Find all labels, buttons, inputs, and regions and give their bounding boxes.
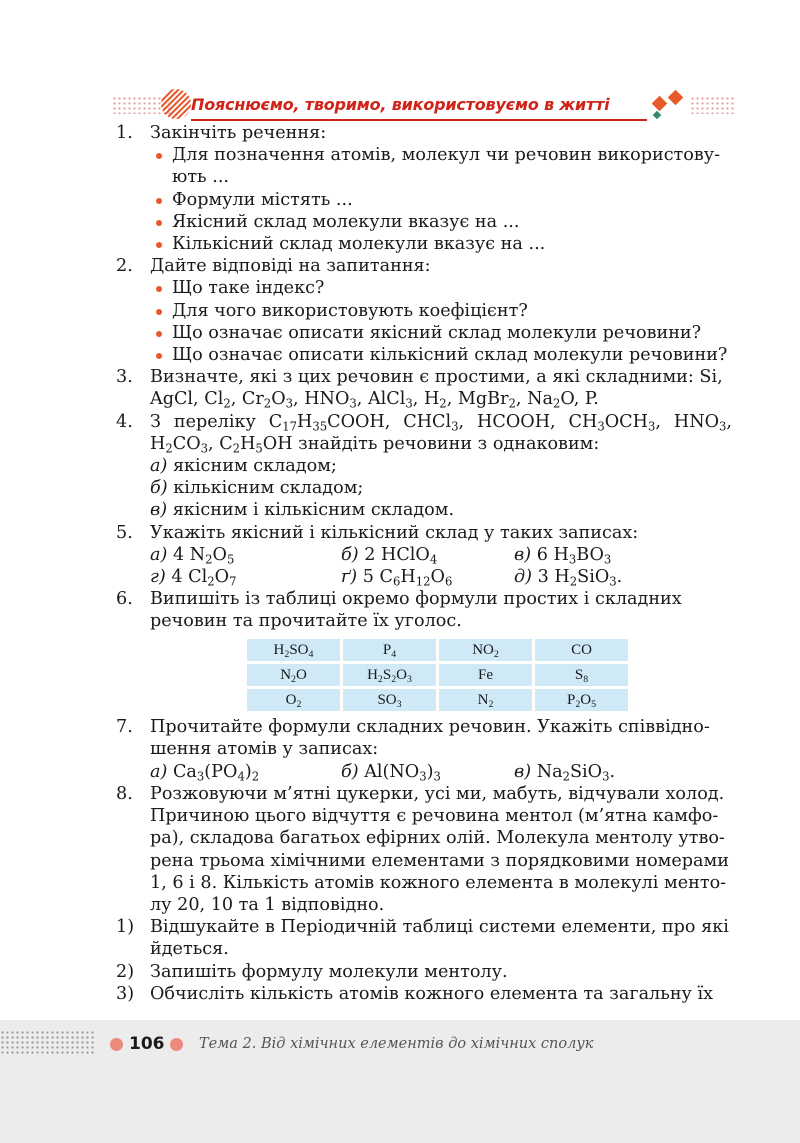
formula-item: а) 4 $N_2O_5$ [150, 544, 235, 567]
table-cell: $NO_2$ [439, 639, 532, 661]
table-cell: $P_4$ [343, 639, 436, 661]
paragraph-line: рена трьома хімічними елементами з порядковими номерами [150, 850, 729, 871]
page-number-dot-right [170, 1038, 183, 1051]
page-number-dot-left [110, 1038, 123, 1051]
table-cell: $P_2O_5$ [535, 689, 628, 711]
question-text-cont: речовин та прочитайте їх уголос. [150, 611, 462, 632]
list-item: Кількісний склад молекули вказує на ... [150, 233, 732, 255]
subtask-text: Відшукайте в Періодичній таблиці системи елементи, про які [150, 917, 729, 938]
question-4 [116, 411, 732, 522]
option-c: в) якісним і кількісним складом. [150, 500, 455, 521]
list-item [150, 144, 732, 188]
question-8 [116, 783, 732, 916]
table-cell: $H_2SO_4$ [247, 639, 340, 661]
question-3 [116, 366, 732, 410]
table-cell: $H_2S_2O_3$ [343, 664, 436, 686]
footer-topic: Тема 2. Від хімічних елементів до хімічних сполук [199, 1036, 594, 1052]
question-number: 5. [116, 522, 133, 543]
question-text-cont: шення атомів у записах: [150, 739, 379, 760]
subtask-number: 2) [116, 961, 135, 982]
subtask-number: 3) [116, 983, 135, 1004]
question-number: 3. [116, 367, 133, 388]
table-cell: $SO_3$ [343, 689, 436, 711]
paragraph-line: лу 20, 10 та 1 відповідно. [150, 894, 385, 915]
page-number: 106 [129, 1034, 165, 1054]
question-text: Закінчіть речення: [150, 123, 327, 143]
question-text-cont: $H_2CO_3$, $C_2H_5OH$ знайдіть речовини з однаковим: [150, 433, 600, 456]
subtask-2 [116, 961, 732, 983]
table-cell: $N_2$ [439, 689, 532, 711]
subtask-3 [116, 983, 732, 1005]
table-row [247, 689, 628, 711]
formula-item: ґ) 5 $C_6H_{12}O_6$ [341, 567, 453, 589]
list-item: Якісний склад молекули вказує на ... [150, 211, 732, 233]
question-number: 1. [116, 123, 133, 143]
option-a: а) якісним складом; [150, 456, 337, 477]
question-1 [116, 122, 732, 255]
table-row [247, 639, 628, 661]
paragraph-line: Розжовуючи м’ятні цукерки, усі ми, мабуть, відчували холод. [150, 783, 725, 804]
paragraph-line: 1, 6 і 8. Кількість атомів кожного елемента в молекулі менто- [150, 872, 727, 893]
subtask-text: Обчисліть кількість атомів кожного елемента та загальну їх [150, 983, 714, 1004]
formula-item: б) $Al(NO_3)_3$ [341, 761, 441, 783]
question-2 [116, 255, 732, 366]
table-cell: Fe [439, 664, 532, 686]
header-dots-right [690, 96, 736, 114]
formula-item: б) 2 HClO$_4$ [341, 544, 438, 567]
formula-row [150, 566, 732, 588]
question-6 [116, 588, 732, 632]
paragraph-line: ра), складова багатьох ефірних олій. Молекула ментолу утво- [150, 828, 725, 849]
question-text: Прочитайте формули складних речовин. Укажіть співвідно- [150, 717, 710, 738]
table-cell: $N_2O$ [247, 664, 340, 686]
subtask-number: 1) [116, 917, 135, 938]
section-title-underline [191, 119, 647, 121]
subtask-text: йдеться. [150, 939, 229, 960]
formula-row [150, 761, 732, 783]
list-item: Що означає описати якісний склад молекули речовини? [150, 322, 732, 344]
formula-item: д) 3 $H_2SiO_3$. [514, 567, 623, 589]
section-title: Пояснюємо, творимо, використовуємо в житті [191, 95, 610, 114]
list-item: Що означає описати кількісний склад молекули речовини? [150, 344, 732, 366]
question-text: З переліку $C_{17}H_{35}COOH$, CHCl$_3$, HCOOH, $CH_3OCH_3$, $HNO_3$, [150, 411, 732, 433]
subtask-text: Запишіть формулу молекули ментолу. [150, 961, 508, 982]
table-cell: CO [535, 639, 628, 661]
list-item: Для чого використовують коефіцієнт? [150, 300, 732, 322]
formula-row [150, 544, 732, 566]
formula-item: в) 6 $H_3BO_3$ [514, 544, 612, 567]
question-number: 8. [116, 783, 133, 804]
table-cell: $O_2$ [247, 689, 340, 711]
question-number: 2. [116, 256, 133, 277]
formula-item: в) $Na_2SiO_3$. [514, 761, 616, 783]
question-7 [116, 716, 732, 783]
question-text: Укажіть якісний і кількісний склад у таких записах: [150, 522, 639, 543]
option-b: б) кількісним складом; [150, 478, 364, 499]
question-text: Визначте, які з цих речовин є простими, а які складними: Si, [150, 367, 723, 388]
table-cell: $S_8$ [535, 664, 628, 686]
table-row [247, 664, 628, 686]
formula-table [244, 636, 631, 715]
list-item-text: ють ... [172, 167, 229, 188]
subtask-1 [116, 916, 732, 960]
exercise-list [116, 122, 732, 1005]
header-ornament-left [158, 86, 194, 122]
question-number: 6. [116, 589, 133, 610]
question-text: Дайте відповіді на запитання: [150, 256, 431, 277]
footer-dots [0, 1030, 95, 1054]
formula-item: г) 4 $Cl_2O_7$ [150, 567, 237, 589]
list-item: Що таке індекс? [150, 277, 732, 299]
list-item-text: Для позначення атомів, молекул чи речовин використову- [172, 145, 721, 166]
formula-list: AgCl, $Cl_2$, $Cr_2O_3$, $HNO_3$, AlCl$_3$, $H_2$, MgBr$_2$, $Na_2O$, P. [150, 389, 599, 411]
question-5 [116, 522, 732, 589]
formula-item: а) $Ca_3(PO_4)_2$ [150, 761, 260, 783]
header-ornament-right [646, 90, 688, 122]
list-item: Формули містять ... [150, 189, 732, 211]
question-number: 4. [116, 411, 133, 432]
question-text: Випишіть із таблиці окремо формули простих і складних [150, 589, 682, 610]
paragraph-line: Причиною цього відчуття є речовина ментол (м’ятна камфо- [150, 806, 719, 827]
question-number: 7. [116, 717, 133, 738]
